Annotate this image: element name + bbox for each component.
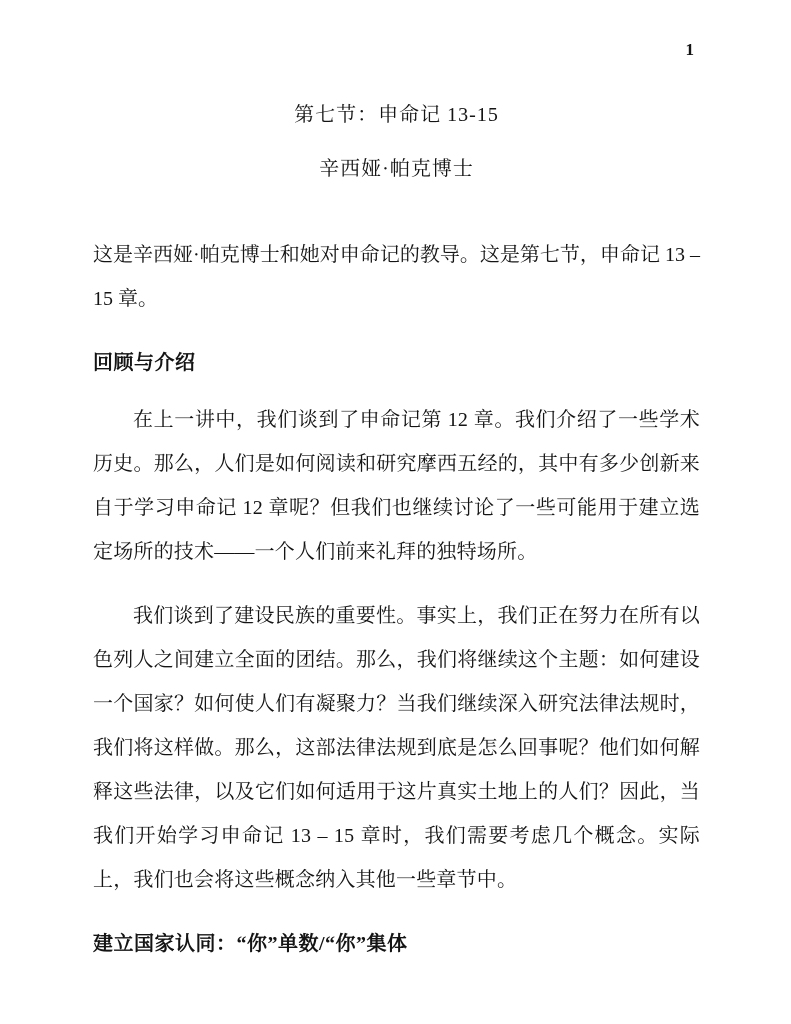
section-heading-review-intro: 回顾与介绍	[93, 352, 196, 374]
body-paragraph-2: 我们谈到了建设民族的重要性。事实上，我们正在努力在所有以色列人之间建立全面的团结。那么，我们将继续这个主题：如何建设一个国家？如何使人们有凝聚力？当我们继续深入研究法律法规时，我们将这样做。那么，这部法律法规到底是怎么回事呢？他们如何解释这些法律，以及它们如何适用于这片真实土地上的人们？因此，当我们开始学习申命记 13 – 15 章时，我们需要考虑几个概念。实际上，我们也会将这些概念纳入其他一些章节中。	[93, 605, 700, 891]
document-title: 第七节：申命记 13-15	[294, 104, 499, 126]
section-heading-national-identity: 建立国家认同：“你”单数/“你”集体	[93, 933, 408, 955]
intro-paragraph: 这是辛西娅·帕克博士和她对申命记的教导。这是第七节，申命记 13 – 15 章。	[93, 244, 700, 310]
page-number: 1	[685, 40, 694, 59]
body-paragraph-1: 在上一讲中，我们谈到了申命记第 12 章。我们介绍了一些学术历史。那么，人们是如何阅读和研究摩西五经的，其中有多少创新来自于学习申命记 12 章呢？但我们也继续讨论了一些可能用于建立选定场所的技术——一个人们前来礼拜的独特场所。	[93, 409, 700, 563]
document-author: 辛西娅·帕克博士	[319, 158, 474, 180]
